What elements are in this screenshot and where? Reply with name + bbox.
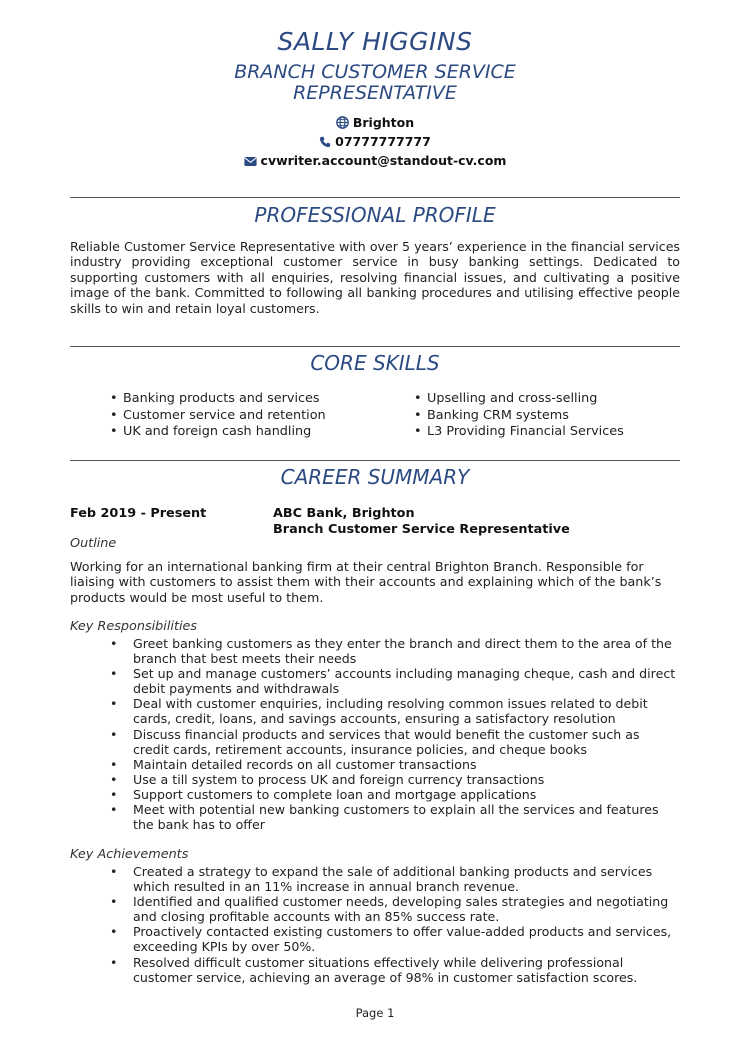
profile-text: Reliable Customer Service Representative with over 5 years’ experience in the financial services industry providing exceptional customer service in busy banking settings. Dedicated to supporting customers with all enquiries, resolving financial issues, and cultivating a positive image of the bank. Committed to following all banking procedures and utilising effective people skills to win and retain loyal customers. bbox=[70, 239, 680, 316]
profile-heading: PROFESSIONAL PROFILE bbox=[254, 203, 496, 227]
skill-item: • Banking products and services bbox=[110, 391, 320, 406]
list-item: • Meet with potential new banking customers to explain all the services and features the bank has to offer bbox=[110, 802, 659, 833]
contact-phone bbox=[70, 134, 680, 149]
skills-heading: CORE SKILLS bbox=[310, 351, 440, 375]
phone-icon bbox=[319, 136, 331, 148]
contact-email bbox=[70, 153, 680, 168]
list-item: • Discuss financial products and services that would benefit the customer such as credit cards, retirement accounts, insurance policies, and cheque books bbox=[110, 726, 640, 757]
list-item: • Use a till system to process UK and foreign currency transactions bbox=[110, 771, 545, 787]
list-item: • Proactively contacted existing customers to offer value-added products and services, exceeding KPIs by over 50%. bbox=[110, 924, 672, 955]
skill-item: • UK and foreign cash handling bbox=[110, 424, 312, 439]
achievements-list bbox=[108, 864, 678, 985]
skills-list-right bbox=[414, 391, 624, 441]
outline-label: Outline bbox=[70, 536, 117, 551]
list-item: • Deal with customer enquiries, including resolving common issues related to debit cards, credit, loans, and savings accounts, ensuring a satisfactory resolution bbox=[110, 696, 648, 727]
divider bbox=[70, 346, 680, 347]
skill-item: • Upselling and cross-selling bbox=[414, 391, 598, 406]
candidate-name: SALLY HIGGINS bbox=[277, 27, 473, 56]
list-item: • Maintain detailed records on all customer transactions bbox=[110, 756, 477, 772]
page-number: Page 1 bbox=[355, 1006, 395, 1020]
responsibilities-label: Key Responsibilities bbox=[70, 619, 198, 634]
divider bbox=[70, 460, 680, 461]
job-company: ABC Bank, Brighton bbox=[273, 506, 415, 521]
job-header bbox=[273, 506, 570, 537]
candidate-role bbox=[160, 62, 590, 104]
responsibilities-list bbox=[108, 636, 678, 832]
list-item: • Identified and qualified customer needs, developing sales strategies and negotiating and closing profitable accounts with an 85% success rate. bbox=[110, 894, 669, 925]
role-line-2: REPRESENTATIVE bbox=[293, 82, 457, 104]
skills-list-left bbox=[110, 391, 326, 441]
globe-icon bbox=[336, 116, 349, 129]
job-date: Feb 2019 - Present bbox=[70, 506, 207, 521]
email-text[interactable]: cvwriter.account@standout-cv.com bbox=[260, 153, 507, 168]
skill-item: • Banking CRM systems bbox=[414, 407, 569, 423]
list-item: • Set up and manage customers’ accounts including managing cheque, cash and direct debit payments and withdrawals bbox=[110, 666, 676, 697]
career-heading: CAREER SUMMARY bbox=[280, 465, 470, 489]
list-item: • Support customers to complete loan and mortgage applications bbox=[110, 786, 537, 802]
list-item: • Created a strategy to expand the sale of additional banking products and services which resulted in an 11% increase in annual branch revenue. bbox=[110, 864, 653, 895]
contact-location bbox=[70, 115, 680, 130]
location-text: Brighton bbox=[352, 115, 415, 130]
outline-text: Working for an international banking firm at their central Brighton Branch. Responsible for liaising with customers to assist them with their accounts and explaining which of the bank’s products would be most useful to them. bbox=[70, 559, 662, 605]
achievements-label: Key Achievements bbox=[70, 847, 189, 862]
divider bbox=[70, 197, 680, 198]
skill-item: • Customer service and retention bbox=[110, 407, 326, 423]
skill-item: • L3 Providing Financial Services bbox=[414, 424, 624, 439]
list-item: • Resolved difficult customer situations effectively while delivering professional customer service, achieving an average of 98% in customer satisfaction scores. bbox=[110, 954, 638, 985]
list-item: • Greet banking customers as they enter the branch and direct them to the area of the branch that best meets their needs bbox=[110, 636, 672, 667]
envelope-icon bbox=[244, 156, 257, 167]
role-line-1: BRANCH CUSTOMER SERVICE bbox=[234, 61, 516, 83]
job-position: Branch Customer Service Representative bbox=[273, 521, 570, 537]
phone-text: 07777777777 bbox=[335, 134, 431, 149]
